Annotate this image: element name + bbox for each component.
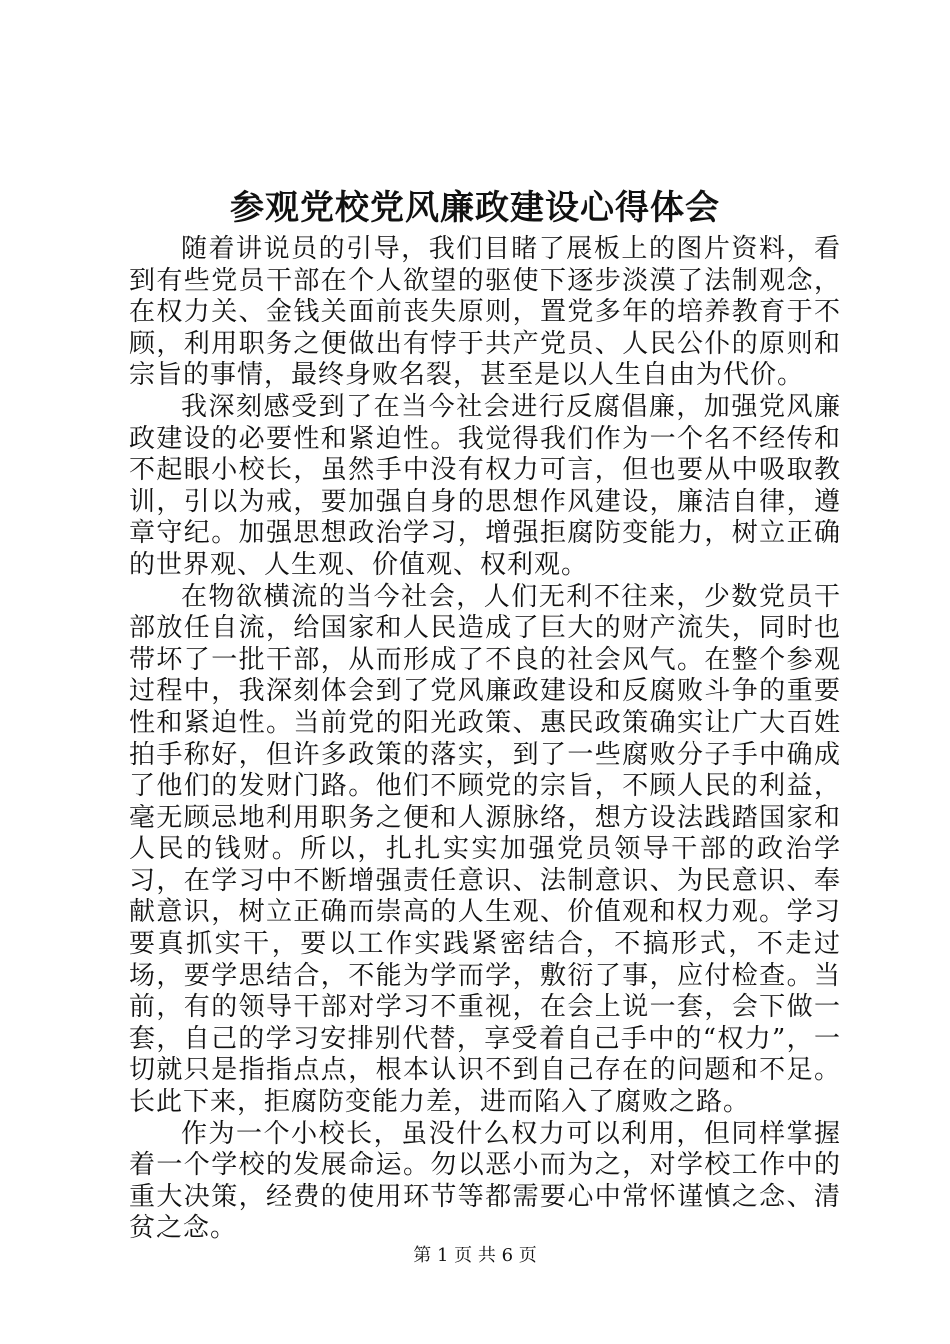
document-body xyxy=(129,234,841,1245)
paragraph-1: 随着讲说员的引导，我们目睹了展板上的图片资料，看到有些党员干部在个人欲望的驱使下逐步淡漠了法制观念，在权力关、金钱关面前丧失原则，置党多年的培养教育于不顾，利用职务之便做出有悖于共产党员、人民公仆的原则和宗旨的事情，最终身败名裂，甚至是以人生自由为代价。 xyxy=(129,234,841,391)
paragraph-3: 在物欲横流的当今社会，人们无利不往来，少数党员干部放任自流，给国家和人民造成了巨大的财产流失，同时也带坏了一批干部，从而形成了不良的社会风气。在整个参观过程中，我深刻体会到了党风廉政建设和反腐败斗争的重要性和紧迫性。当前党的阳光政策、惠民政策确实让广大百姓拍手称好，但许多政策的落实，到了一些腐败分子手中确成了他们的发财门路。他们不顾党的宗旨，不顾人民的利益，毫无顾忌地利用职务之便和人源脉络，想方设法践踏国家和人民的钱财。所以，扎扎实实加强党员领导干部的政治学习，在学习中不断增强责任意识、法制意识、为民意识、奉献意识，树立正确而崇高的人生观、价值观和权力观。学习要真抓实干，要以工作实践紧密结合，不搞形式，不走过场，要学思结合，不能为学而学，敷衍了事，应付检查。当前，有的领导干部对学习不重视，在会上说一套，会下做一套，自己的学习安排别代替，享受着自己手中的“权力”，一切就只是指指点点，根本认识不到自己存在的问题和不足。长此下来，拒腐防变能力差，进而陷入了腐败之路。 xyxy=(129,581,841,1118)
paragraph-4: 作为一个小校长，虽没什么权力可以利用，但同样掌握着一个学校的发展命运。勿以恶小而为之，对学校工作中的重大决策，经费的使用环节等都需要心中常怀谨慎之念、清贫之念。 xyxy=(129,1118,841,1244)
page-number-footer: 第 1 页 共 6 页 xyxy=(413,1245,537,1266)
document-title: 参观党校党风廉政建设心得体会 xyxy=(230,188,720,228)
paragraph-2: 我深刻感受到了在当今社会进行反腐倡廉，加强党风廉政建设的必要性和紧迫性。我觉得我们作为一个名不经传和不起眼小校长，虽然手中没有权力可言，但也要从中吸取教训，引以为戒，要加强自身的思想作风建设，廉洁自律，遵章守纪。加强思想政治学习，增强拒腐防变能力，树立正确的世界观、人生观、价值观、权利观。 xyxy=(129,391,841,580)
